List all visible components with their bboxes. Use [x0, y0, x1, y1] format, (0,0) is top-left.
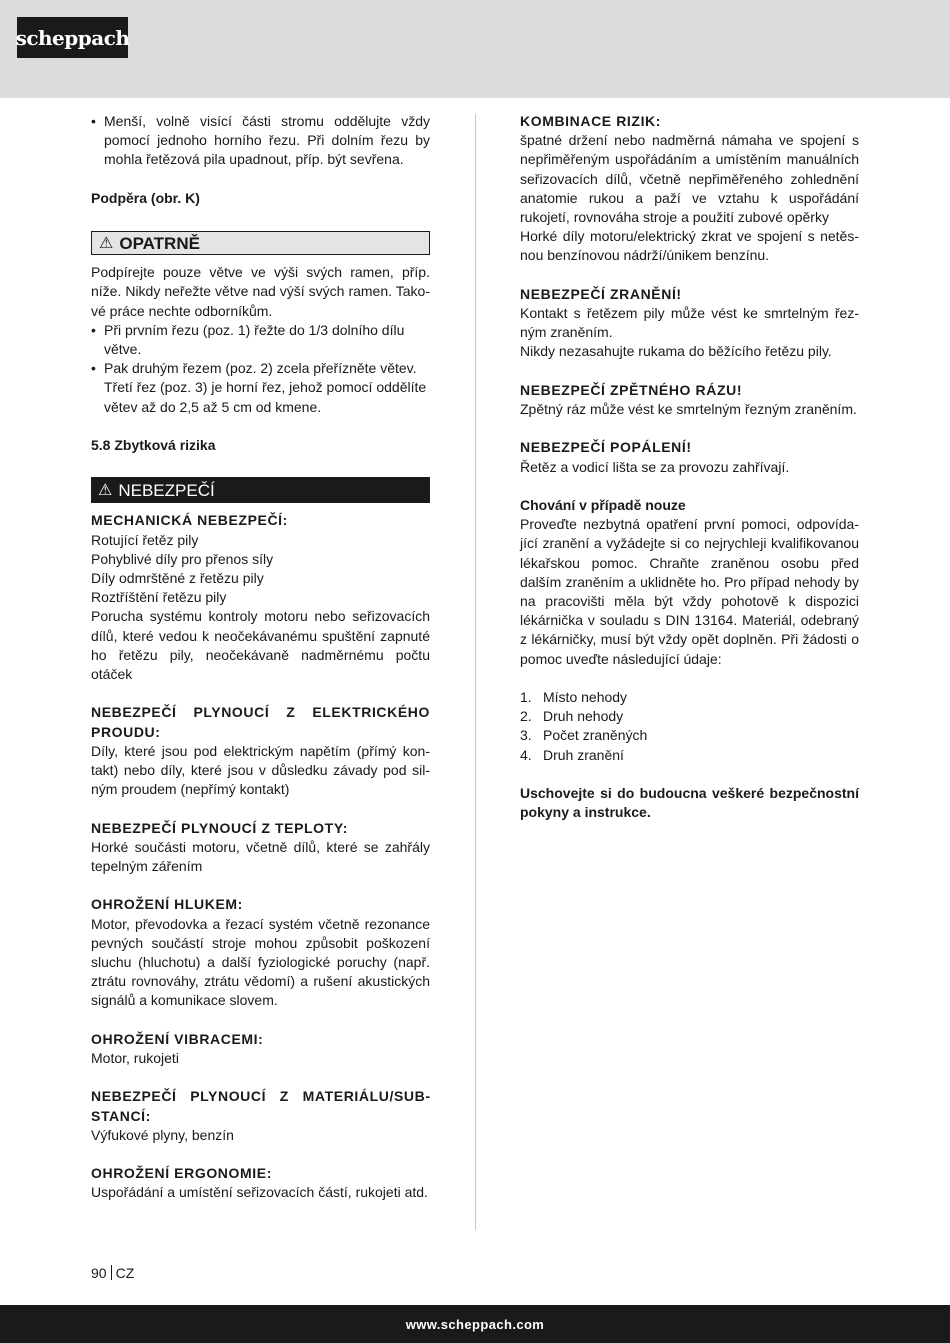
material-text: Výfukové plyny, benzín — [91, 1126, 234, 1143]
website-url: www.scheppach.com — [405, 1316, 545, 1332]
warning-triangle-icon: ⚠ — [98, 481, 113, 499]
combination-text-2: Horké díly motoru/elektrický zkrat ve spojení s netěsnou benzínovou nádrží/únikem benzínu. — [520, 228, 859, 264]
heading-residual-risks: 5.8 Zbytková rizika — [91, 437, 216, 453]
support-text: Podpírejte pouze větve ve výši svých ramen, příp. níže. Nikdy neřežte větve nad výší svých ramen. Takové práce nechte odborníkům. — [91, 264, 430, 319]
mechanical-line-3: Díly odmrštěné z řetězu pily — [91, 570, 264, 586]
kickback-heading: NEBEZPEČÍ ZPĚTNÉHO RÁZU! — [520, 381, 743, 398]
list-item: 4. Druh zranění — [520, 746, 624, 763]
left-column — [91, 112, 430, 1203]
list-item: 3. Počet zraněných — [520, 727, 648, 744]
noise-text: Motor, převodovka a řezací systém včetně rezonance pevných součástí stroje mohou způsobit poškození sluchu (hluchotu) a další fyziologické poruchy (např. ztrátu rovnováhy, ztrátu vědomí) a rušení akustických signálů a komunikace slovem. — [91, 915, 430, 1009]
keep-instructions-text: Uschovejte si do budoucna veškeré bezpečnostní pokyny a instrukce. — [520, 785, 859, 821]
vibration-heading: OHROŽENÍ VIBRACEMI: — [91, 1030, 264, 1047]
combination-text-1: špatné držení nebo nadměrná námaha ve spojení s nepřiměřeným uspořádáním a umístěním manuálních seřizovacích dílů, včetně nepřiměřeného zohlednění anatomie rukou a paží ve vztahu k uspořádání rukojetí, rovnováha stroje a použití zubové opěrky — [520, 132, 859, 226]
injury-text-2: Nikdy nezasahujte rukama do běžícího řetězu pily. — [520, 343, 832, 360]
kickback-text: Zpětný ráz může vést ke smrtelným řezným zraněním. — [520, 401, 857, 418]
danger-label: NEBEZPEČÍ — [118, 480, 215, 500]
page-footer — [91, 1265, 134, 1281]
electric-text: Díly, které jsou pod elektrickým napětím (přímý kontakt) nebo díly, které jsou v důsledku závady pod silným proudem (nepřímý kontakt) — [91, 742, 430, 798]
support-bullet-1: • Při prvním řezu (poz. 1) řežte do 1/3 dolního dílu větve. — [91, 321, 430, 359]
column-divider — [475, 114, 476, 1230]
material-heading: NEBEZPEČÍ PLYNOUCÍ Z MATERIÁLU/SUBSTANCÍ: — [91, 1088, 430, 1124]
temperature-text: Horké součásti motoru, včetně dílů, které se zahřály tepelným zářením — [91, 838, 430, 875]
danger-box — [91, 477, 430, 503]
header-bar — [0, 0, 950, 98]
emergency-text: Proveďte nezbytná opatření první pomoci, odpovídající zranění a vyžádejte si co nejrychleji kvalifikovanou lékařskou pomoc. Chraňte zraněnou osobu před dalším zraněním a uklidněte ho. Pro případ nehody by na pracovišti měla být vždy pohotově k dispozici lékárnička v souladu s DIN 13164. Materiál, odebraný z lékárničky, musí být vždy opět doplněn. Při žádosti o pomoc uveďte následující údaje: — [520, 516, 859, 667]
noise-heading: OHROŽENÍ HLUKEM: — [91, 896, 243, 913]
mechanical-line-4: Roztříštění řetězu pily — [91, 589, 227, 606]
mechanical-heading: MECHANICKÁ NEBEZPEČÍ: — [91, 512, 288, 529]
burn-text: Řetěz a vodicí lišta se za provozu zahřívají. — [520, 458, 790, 475]
heading-support: Podpěra (obr. K) — [91, 189, 200, 206]
list-item: 2. Druh nehody — [520, 708, 624, 725]
injury-heading: NEBEZPEČÍ ZRANĚNÍ! — [520, 285, 682, 302]
burn-heading: NEBEZPEČÍ POPÁLENÍ! — [520, 439, 692, 456]
vibration-text: Motor, rukojeti — [91, 1050, 179, 1067]
caution-label: OPATRNĚ — [119, 233, 200, 253]
electric-heading: NEBEZPEČÍ PLYNOUCÍ Z ELEKTRICKÉHO PROUDU: — [91, 704, 430, 740]
warning-triangle-icon: ⚠ — [99, 234, 114, 252]
ergonomics-text: Uspořádání a umístění seřizovacích částí, rukojeti atd. — [91, 1184, 428, 1201]
mechanical-text: Porucha systému kontroly motoru nebo seřizovacích dílů, které vedou k neočekávanému spuštění zapnuté ho řetězu pily, neočekávaně nadměrnému počtu otáček — [91, 608, 430, 683]
language-code: CZ — [115, 1265, 135, 1281]
ergonomics-heading: OHROŽENÍ ERGONOMIE: — [91, 1165, 272, 1182]
emergency-heading: Chování v případě nouze — [520, 497, 686, 513]
bullet-small-branches: • Menší, volně visící části stromu oddělujte vždy pomocí jednoho horního řezu. Při dolním řezu by mohla řetězová pila upadnout, příp. být sevřena. — [91, 112, 430, 170]
support-bullet-2: • Pak druhým řezem (poz. 2) zcela přeřízněte větev. Třetí řez (poz. 3) je horní řez, jehož pomocí oddělíte větev až do 2,5 až 5 cm od kmene. — [91, 359, 430, 417]
right-column — [520, 112, 859, 822]
mechanical-line-1: Rotující řetěz pily — [91, 531, 199, 548]
page-number: 90 — [91, 1265, 107, 1281]
footer-bar — [0, 1305, 950, 1343]
caution-box — [91, 231, 430, 255]
temperature-heading: NEBEZPEČÍ PLYNOUCÍ Z TEPLOTY: — [91, 819, 348, 836]
footer-separator — [111, 1265, 112, 1280]
list-item: 1. Místo nehody — [520, 689, 628, 706]
combination-heading: KOMBINACE RIZIK: — [520, 113, 662, 129]
injury-text-1: Kontakt s řetězem pily může vést ke smrtelným řezným zraněním. — [520, 305, 859, 341]
mechanical-line-2: Pohyblivé díly pro přenos síly — [91, 550, 274, 567]
scheppach-logo: scheppach — [17, 17, 128, 58]
